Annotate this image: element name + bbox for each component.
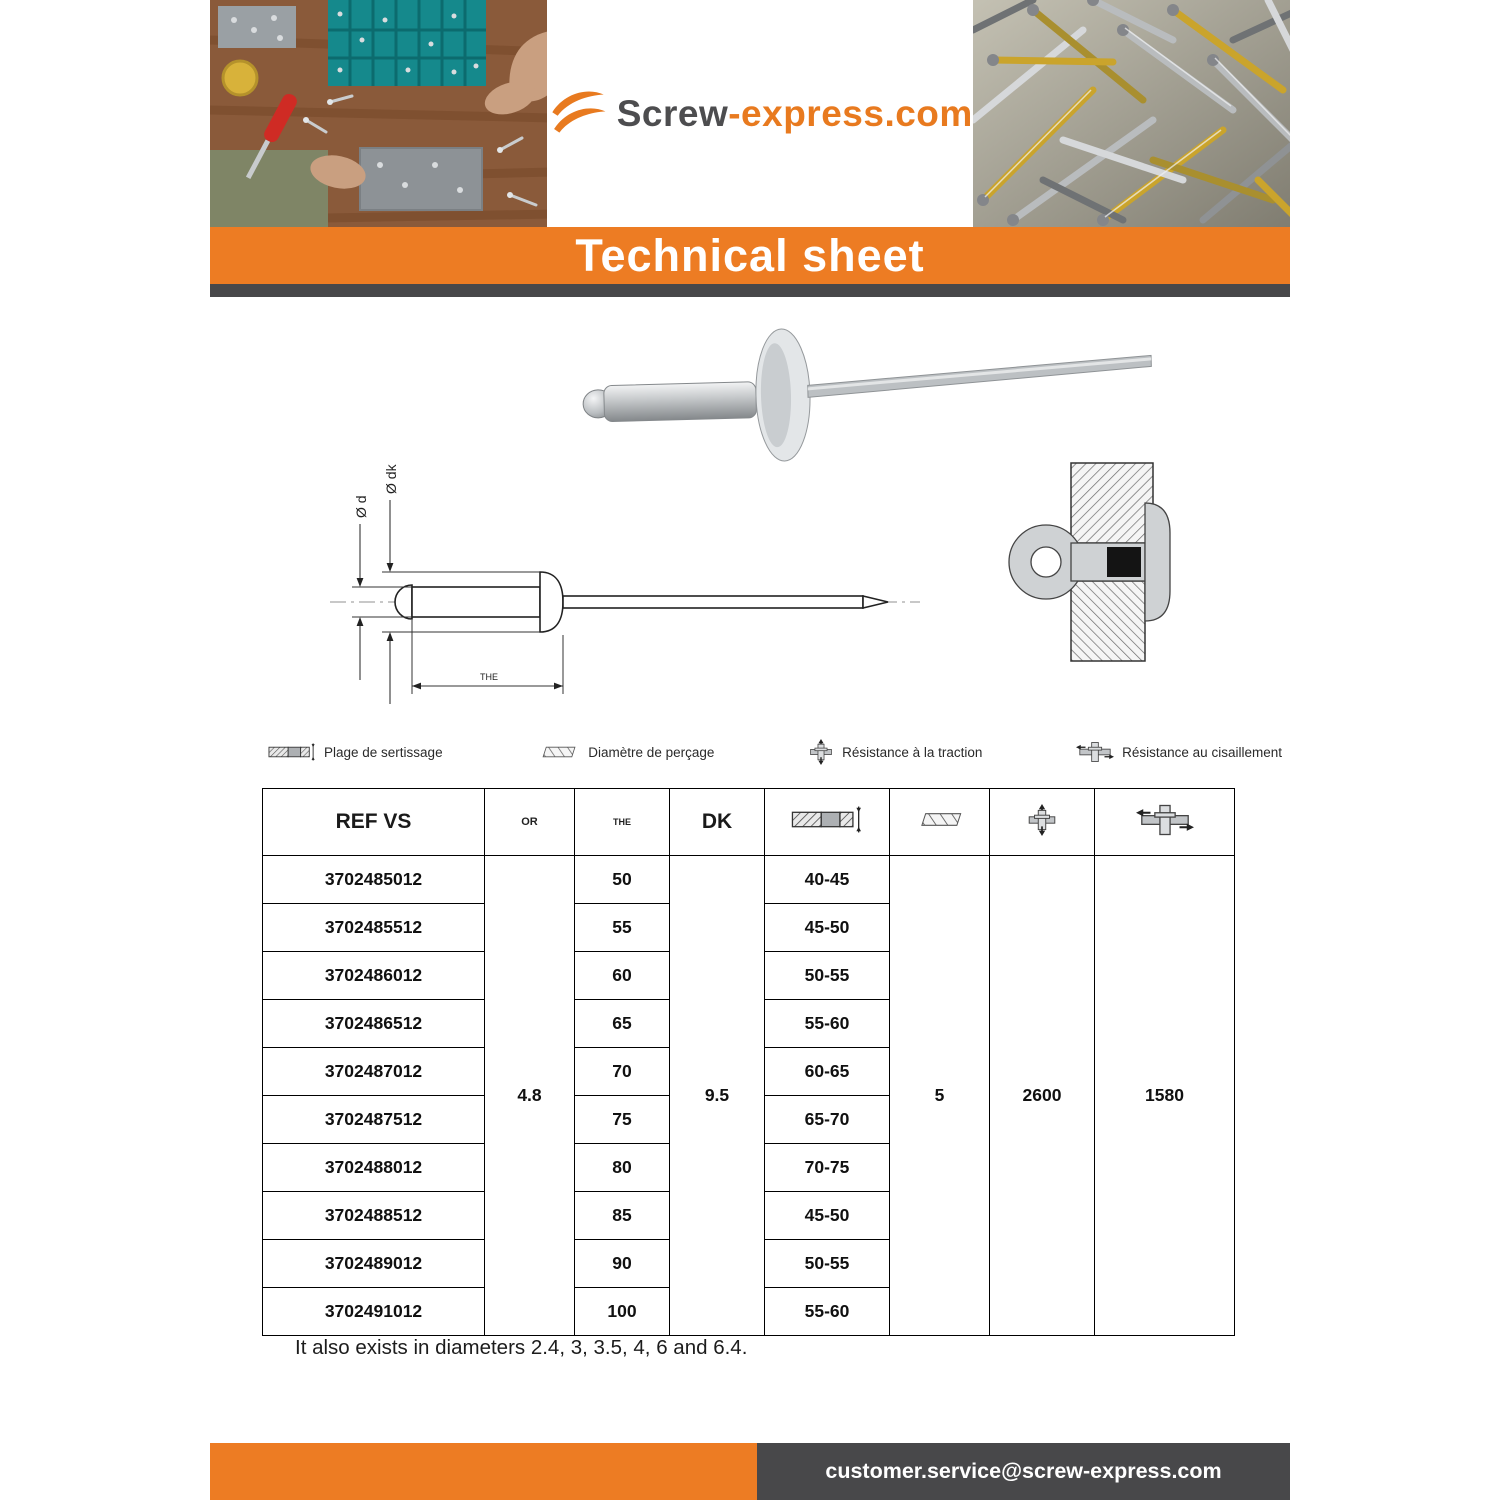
header-dk: DK [670,789,765,856]
tensile-strength-icon [808,739,834,765]
the-cell: 75 [575,1096,670,1144]
cross-section-illustration [995,455,1190,670]
legend-label: Diamètre de perçage [588,744,715,760]
crimp-range-icon [791,805,863,834]
dim-label-d: Ø d [353,495,369,518]
the-cell: 65 [575,1000,670,1048]
legend-item-drill-diameter [536,743,714,761]
legend [268,733,1282,771]
the-cell: 80 [575,1144,670,1192]
banner-title: Technical sheet [575,229,925,281]
logo-text-accent: -express.com [728,92,973,134]
dk-merged-cell: 9.5 [670,856,765,1336]
legend-item-crimp-range [268,742,443,762]
ref-cell: 3702488512 [263,1192,485,1240]
header-crimp-range [765,789,890,856]
installed-rivet-cross-section [995,455,1190,670]
the-cell: 50 [575,856,670,904]
rivet-product-photo [540,300,1180,475]
header-the: THE [575,789,670,856]
footer [210,1443,1290,1500]
table-header-row [263,789,1235,856]
logo [547,0,973,227]
ref-cell: 3702491012 [263,1288,485,1336]
drill-diameter-merged-cell: 5 [890,856,990,1336]
crimp-range-cell: 45-50 [765,904,890,952]
drill-diameter-icon [536,743,580,761]
crimp-range-cell: 40-45 [765,856,890,904]
ref-cell: 3702485012 [263,856,485,904]
ref-cell: 3702486512 [263,1000,485,1048]
contact-email: customer.service@screw-express.com [825,1459,1222,1483]
tensile-merged-cell: 2600 [990,856,1095,1336]
legend-label: Plage de sertissage [324,744,443,760]
header-or: OR [485,789,575,856]
legend-item-tensile-strength [808,739,982,765]
dim-label-the: THE [480,672,498,682]
logo-swoosh-icon [547,87,609,141]
rivet-dimension-drawing [260,452,960,730]
screws-photo-illustration [973,0,1290,227]
legend-label: Résistance au cisaillement [1122,744,1282,760]
dim-label-dk: Ø dk [383,464,399,494]
crimp-range-cell: 50-55 [765,1240,890,1288]
footer-contact-area [757,1443,1290,1500]
shear-merged-cell: 1580 [1095,856,1235,1336]
diameter-note: It also exists in diameters 2.4, 3, 3.5, 4, 6 and 6.4. [295,1336,748,1359]
spec-table [262,788,1235,1336]
rivet-drawing-illustration [260,452,960,730]
spec-table-section [262,788,1235,1336]
crimp-range-cell: 50-55 [765,952,890,1000]
legend-label: Résistance à la traction [842,744,983,760]
the-cell: 60 [575,952,670,1000]
the-cell: 90 [575,1240,670,1288]
crimp-range-cell: 45-50 [765,1192,890,1240]
crimp-range-cell: 55-60 [765,1000,890,1048]
ref-cell: 3702487012 [263,1048,485,1096]
spec-table-body [263,856,1235,1336]
ref-cell: 3702485512 [263,904,485,952]
table-row [263,856,1235,904]
crimp-range-icon [268,742,316,762]
banner-underline-bar [210,284,1290,297]
shear-strength-icon [1076,739,1114,765]
crimp-range-cell: 60-65 [765,1048,890,1096]
the-cell: 55 [575,904,670,952]
logo-text [617,93,973,135]
rivet-photo-illustration [540,300,1180,475]
ref-cell: 3702489012 [263,1240,485,1288]
workbench-photo [210,0,547,227]
header-tensile-strength [990,789,1095,856]
crimp-range-cell: 70-75 [765,1144,890,1192]
the-cell: 85 [575,1192,670,1240]
crimp-range-cell: 65-70 [765,1096,890,1144]
header-drill-diameter [890,789,990,856]
ref-cell: 3702487512 [263,1096,485,1144]
ref-cell: 3702488012 [263,1144,485,1192]
shear-strength-icon [1136,801,1194,839]
the-cell: 100 [575,1288,670,1336]
the-cell: 70 [575,1048,670,1096]
tensile-strength-icon [1026,804,1058,836]
header-shear-strength [1095,789,1235,856]
workbench-photo-illustration [210,0,547,227]
logo-text-dark: Screw [616,92,729,134]
crimp-range-cell: 55-60 [765,1288,890,1336]
legend-item-shear-strength [1076,739,1282,765]
header-ref-vs: REF VS [263,789,485,856]
ref-cell: 3702486012 [263,952,485,1000]
header [210,0,1290,227]
drill-diameter-icon [913,809,967,830]
banner [210,227,1290,284]
or-merged-cell: 4.8 [485,856,575,1336]
screws-photo [973,0,1290,227]
